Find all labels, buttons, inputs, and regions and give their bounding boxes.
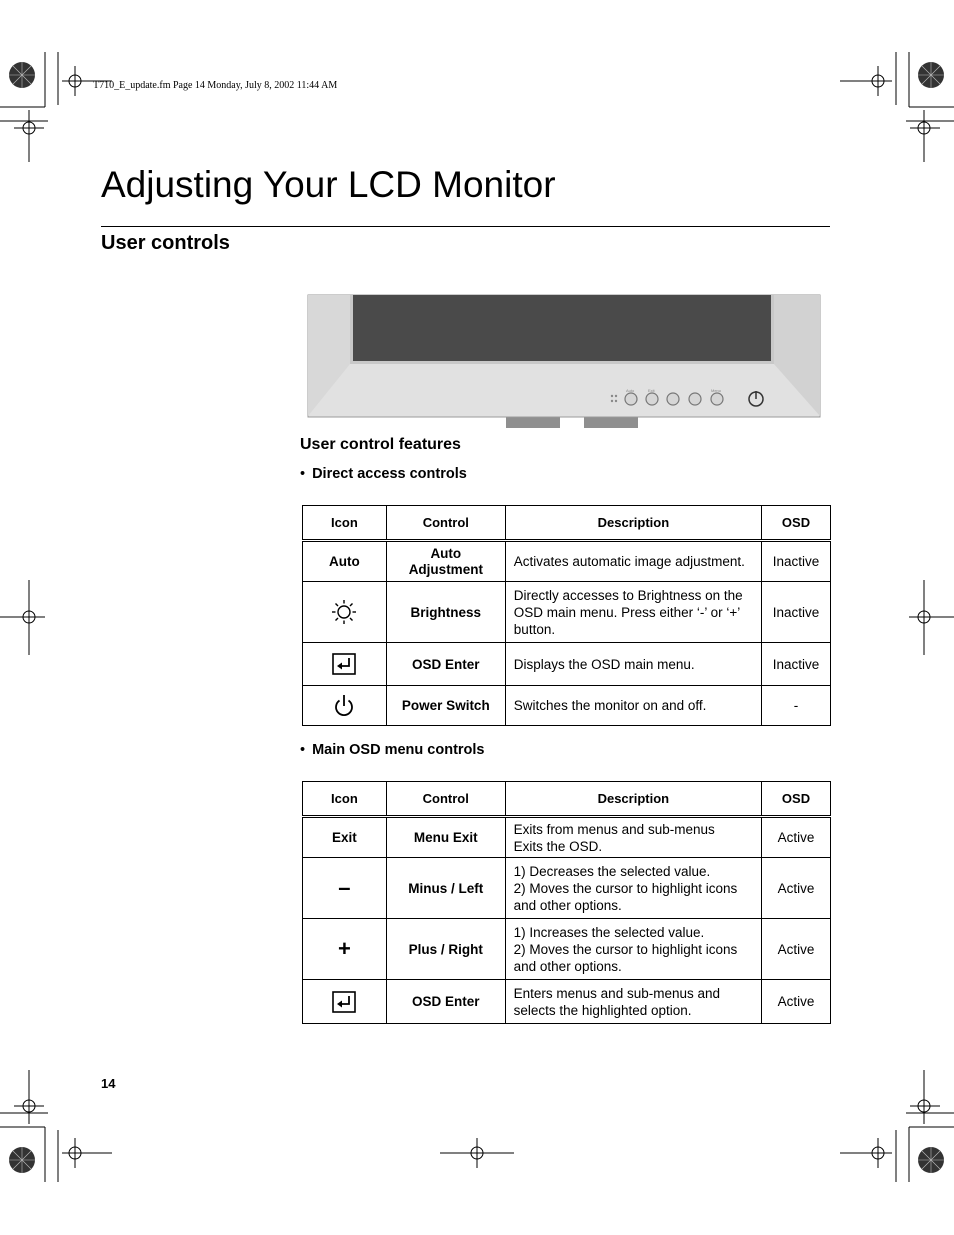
column-header: Description [505,782,761,817]
control-cell: Brightness [386,582,505,643]
osd-cell: - [762,686,831,726]
description-cell [505,919,761,980]
control-cell: Plus / Right [386,919,505,980]
osd-cell: Inactive [762,582,831,643]
brightness-icon [331,599,357,625]
table-header-row [303,506,831,541]
file-info-header: T710_E_update.fm Page 14 Monday, July 8, 2002 11:44 AM [93,80,338,91]
page-title: Adjusting Your LCD Monitor [101,164,556,205]
monitor-exit-label: Exit [648,388,655,393]
osd-cell: Active [762,817,831,858]
icon-cell [303,919,387,980]
control-cell: Minus / Left [386,858,505,919]
description-cell: Activates automatic image adjustment. [505,541,761,582]
icon-cell: Auto [303,541,387,582]
icon-cell [303,643,387,686]
control-cell: Power Switch [386,686,505,726]
monitor-auto-label: Auto [626,388,635,393]
icon-cell [303,980,387,1024]
icon-cell [303,582,387,643]
column-header: Description [505,506,761,541]
description-line: Exits from menus and sub-menus [513,821,715,837]
column-header: Control [386,506,505,541]
description-cell: Directly accesses to Brightness on the OSD main menu. Press either ‘-’ or ‘+’ button. [505,582,761,643]
description-cell [505,858,761,919]
table-row [303,541,831,582]
description-line: 2) Moves the cursor to highlight icons and other options. [513,941,738,974]
osd-cell: Active [762,858,831,919]
table-row [303,582,831,643]
enter-icon [332,991,356,1013]
icon-cell: Exit [303,817,387,858]
section-heading: User controls [101,232,230,254]
description-line: 1) Decreases the selected value. [513,863,711,879]
monitor-illustration [306,294,822,430]
table-row [303,643,831,686]
column-header: OSD [762,782,831,817]
table-row [303,980,831,1024]
plus-icon: + [337,936,351,961]
table-header-row [303,782,831,817]
description-cell: Switches the monitor on and off. [505,686,761,726]
osd-cell: Inactive [762,541,831,582]
table-row [303,686,831,726]
main-osd-heading: • Main OSD menu controls [300,742,485,758]
osd-cell: Active [762,919,831,980]
icon-cell [303,686,387,726]
direct-access-heading: • Direct access controls [300,466,467,482]
control-cell: OSD Enter [386,643,505,686]
main-osd-heading-text: Main OSD menu controls [312,742,485,758]
description-cell [505,817,761,858]
description-line: Exits the OSD. [513,838,603,854]
description-cell: Enters menus and sub-menus and selects the highlighted option. [505,980,761,1024]
control-cell: Auto Adjustment [386,541,505,582]
description-cell: Displays the OSD main menu. [505,643,761,686]
icon-cell [303,858,387,919]
direct-access-table [302,505,831,726]
title-rule [101,226,830,227]
table-row [303,817,831,858]
power-icon [333,694,355,718]
column-header: OSD [762,506,831,541]
description-line: 1) Increases the selected value. [513,924,705,940]
column-header: Icon [303,782,387,817]
table-row [303,858,831,919]
description-line: 2) Moves the cursor to highlight icons and other options. [513,880,738,913]
minus-icon: – [338,875,351,900]
osd-cell: Active [762,980,831,1024]
control-cell: Menu Exit [386,817,505,858]
column-header: Icon [303,506,387,541]
monitor-menu-label: Menu [711,388,722,393]
column-header: Control [386,782,505,817]
table-row [303,919,831,980]
page-number: 14 [101,1076,116,1091]
control-cell: OSD Enter [386,980,505,1024]
direct-access-heading-text: Direct access controls [312,466,467,482]
subsection-heading: User control features [300,436,461,453]
main-osd-table [302,781,831,1024]
osd-cell: Inactive [762,643,831,686]
enter-icon [332,653,356,675]
